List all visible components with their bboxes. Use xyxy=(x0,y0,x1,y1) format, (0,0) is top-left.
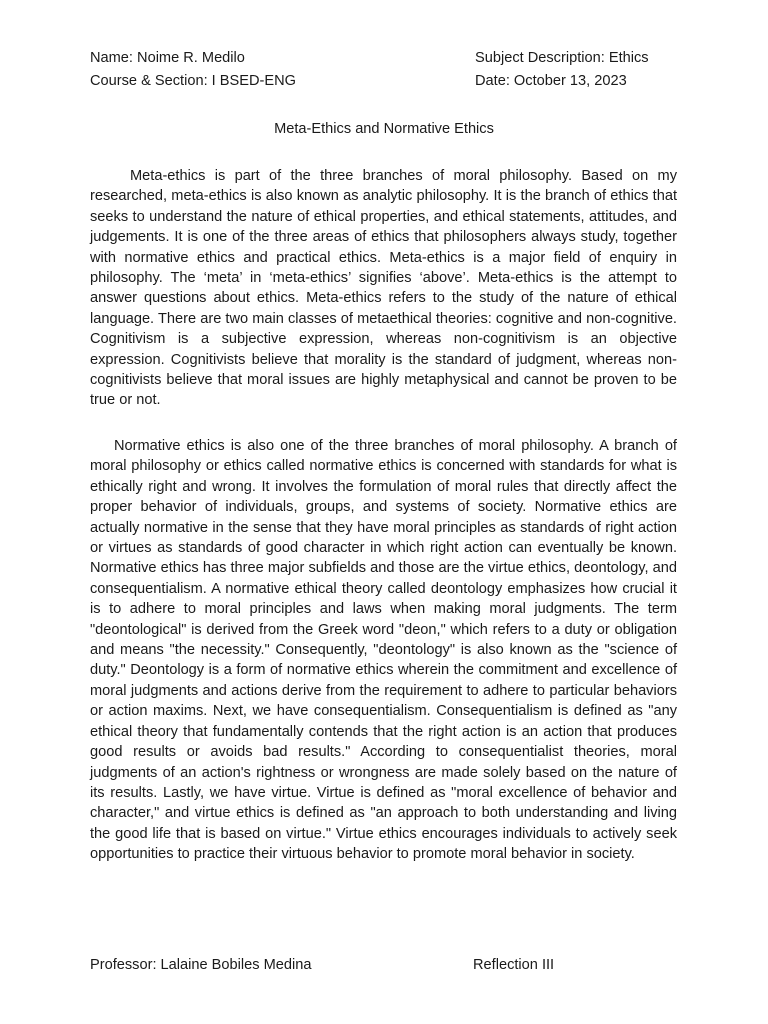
document-title: Meta-Ethics and Normative Ethics xyxy=(274,121,494,137)
footer-row xyxy=(90,954,690,976)
professor-name: Professor: Lalaine Bobiles Medina xyxy=(90,957,312,973)
paragraph-meta-ethics: Meta-ethics is part of the three branches of moral philosophy. Based on my researched, meta-ethics is also known as analytic philosophy. It is the branch of ethics that seeks to understand the nature of ethical properties, and ethical statements, attitudes, and judgements. It is one of the three areas of ethics that philosophers always study, together with normative ethics and practical ethics. Meta-ethics is a major field of enquiry in philosophy. The ‘meta’ in ‘meta-ethics’ signifies ‘above’. Meta-ethics is the attempt to answer questions about ethics. Meta-ethics refers to the study of the nature of ethical language. There are two main classes of metaethical theories: cognitive and non-cognitive. Cognitivism is a subjective expression, whereas non-cognitivism is an objective expression. Cognitivists believe that morality is the standard of judgment, whereas non-cognitivists believe that moral issues are highly metaphysical and cannot be proven to be true or not. xyxy=(90,168,677,409)
header-row-1 xyxy=(90,47,690,69)
header-row-2 xyxy=(90,70,690,92)
date: Date: October 13, 2023 xyxy=(475,73,627,89)
reflection-label: Reflection III xyxy=(473,957,555,973)
paragraph-normative-ethics: Normative ethics is also one of the three branches of moral philosophy. A branch of moral philosophy or ethics called normative ethics is concerned with standards for what is ethically right and wrong. It involves the formulation of moral rules that directly affect the proper behavior of individuals, groups, and systems of society. Normative ethics are actually normative in the sense that they have moral principles as standards of right action or virtues as standards of good character in which right action can eventually be known. Normative ethics has three major subfields and those are the virtue ethics, deontology, and consequentialism. A normative ethical theory called deontology emphasizes how crucial it is to adhere to moral principles and laws when making moral judgments. The term "deontological" is derived from the Greek word "deon," which refers to a duty or obligation and means "the necessity." Consequently, "deontology" is also known as the "science of duty." Deontology is a form of normative ethics wherein the commitment and excellence of moral judgments and actions derive from the requirement to adhere to particular behaviors or action maxims. Next, we have consequentialism. Consequentialism is defined as "any ethical theory that fundamentally contends that the right action is an action that produces good results or avoids bad results." According to consequentialist theories, moral judgments of an action's rightness or wrongness are made solely based on the nature of its results. Lastly, we have virtue. Virtue is defined as "moral excellence of behavior and character," and virtue ethics is defined as "an approach to both understanding and living the good life that is based on virtue." Virtue ethics encourages individuals to actively seek opportunities to practice their virtuous behavior to promote moral behavior in society. xyxy=(90,438,677,863)
course-section: Course & Section: I BSED-ENG xyxy=(90,73,297,89)
student-name: Name: Noime R. Medilo xyxy=(90,50,245,66)
subject-description: Subject Description: Ethics xyxy=(475,50,649,66)
